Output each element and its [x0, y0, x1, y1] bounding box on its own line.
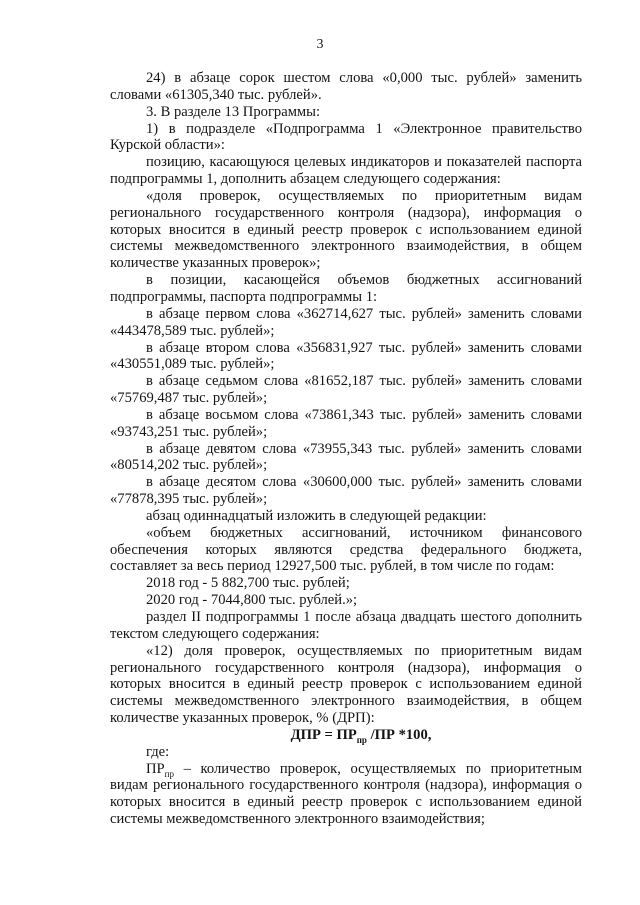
formula-lhs: ДПР = ПР: [290, 726, 357, 743]
paragraph-subsection-1: 1) в подразделе «Подпрограмма 1 «Электронное правительство Курской области»:: [110, 120, 582, 154]
paragraph-indicators-position: позицию, касающуюся целевых индикаторов и показателей паспорта подпрограммы 1, дополнить абзацем следующего содержания:: [110, 154, 582, 188]
definition-term: ПР: [146, 760, 165, 777]
definition-text: – количество проверок, осуществляемых по приоритетным видам регионального государственного контроля (надзора), информация о которых вносится в единый реестр проверок с использованием единой системы межведомственного электронного взаимодействия;: [110, 760, 582, 828]
paragraph-section-3: 3. В разделе 13 Программы:: [146, 103, 321, 120]
paragraph-amend-seventh: в абзаце седьмом слова «81652,187 тыс. рублей» заменить словами «75769,487 тыс. рублей»;: [110, 373, 582, 407]
paragraph-amend-ninth: в абзаце девятом слова «73955,343 тыс. рублей» заменить словами «80514,202 тыс. рублей»;: [110, 440, 582, 474]
paragraph-eleventh-intro: абзац одиннадцатый изложить в следующей редакции:: [146, 507, 487, 524]
paragraph-item-24: 24) в абзаце сорок шестом слова «0,000 тыс. рублей» заменить словами «61305,340 тыс. рублей».: [110, 70, 582, 103]
where-label: где:: [146, 743, 170, 760]
definition-pr-pr: [110, 761, 582, 828]
page-number: 3: [316, 37, 324, 52]
paragraph-year-2020: 2020 год - 7044,800 тыс. рублей.»;: [146, 592, 358, 609]
paragraph-new-indicator: «доля проверок, осуществляемых по приоритетным видам регионального государственного контроля (надзора), информация о которых вносится в единый реестр проверок с использованием единой системы межведомственного электронного взаимодействия, в общем количестве указанных проверок»;: [110, 187, 582, 272]
formula-subscript: пр: [356, 734, 367, 745]
paragraph-section-ii: раздел II подпрограммы 1 после абзаца двадцать шестого дополнить текстом следующего содержания:: [110, 609, 582, 642]
paragraph-amend-first: в абзаце первом слова «362714,627 тыс. рублей» заменить словами «443478,589 тыс. рублей»;: [110, 305, 582, 339]
document-body: [110, 70, 582, 828]
definition-term-subscript: пр: [164, 768, 174, 779]
paragraph-budget-position: в позиции, касающейся объемов бюджетных ассигнований подпрограммы, паспорта подпрограммы 1:: [110, 272, 582, 305]
formula-rhs: /ПР *100,: [366, 726, 432, 743]
paragraph-indicator-12: «12) доля проверок, осуществляемых по приоритетным видам регионального государственного контроля (надзора), информация о которых вносится в единый реестр проверок с использованием единой системы межведомственного электронного взаимодействия, в общем количестве указанных проверок, % (ДРП):: [110, 642, 582, 727]
paragraph-amend-second: в абзаце втором слова «356831,927 тыс. рублей» заменить словами «430551,089 тыс. рублей»;: [110, 339, 582, 373]
formula-drp: [110, 727, 582, 744]
paragraph-year-2018: 2018 год - 5 882,700 тыс. рублей;: [146, 575, 350, 592]
paragraph-amend-eighth: в абзаце восьмом слова «73861,343 тыс. рублей» заменить словами «93743,251 тыс. рублей»;: [110, 406, 582, 440]
paragraph-federal-budget: «объем бюджетных ассигнований, источником финансового обеспечения которых являются средства федерального бюджета, составляет за весь период 12927,500 тыс. рублей, в том числе по годам:: [110, 524, 582, 575]
paragraph-amend-tenth: в абзаце десятом слова «30600,000 тыс. рублей» заменить словами «77878,395 тыс. рублей»;: [110, 474, 582, 508]
